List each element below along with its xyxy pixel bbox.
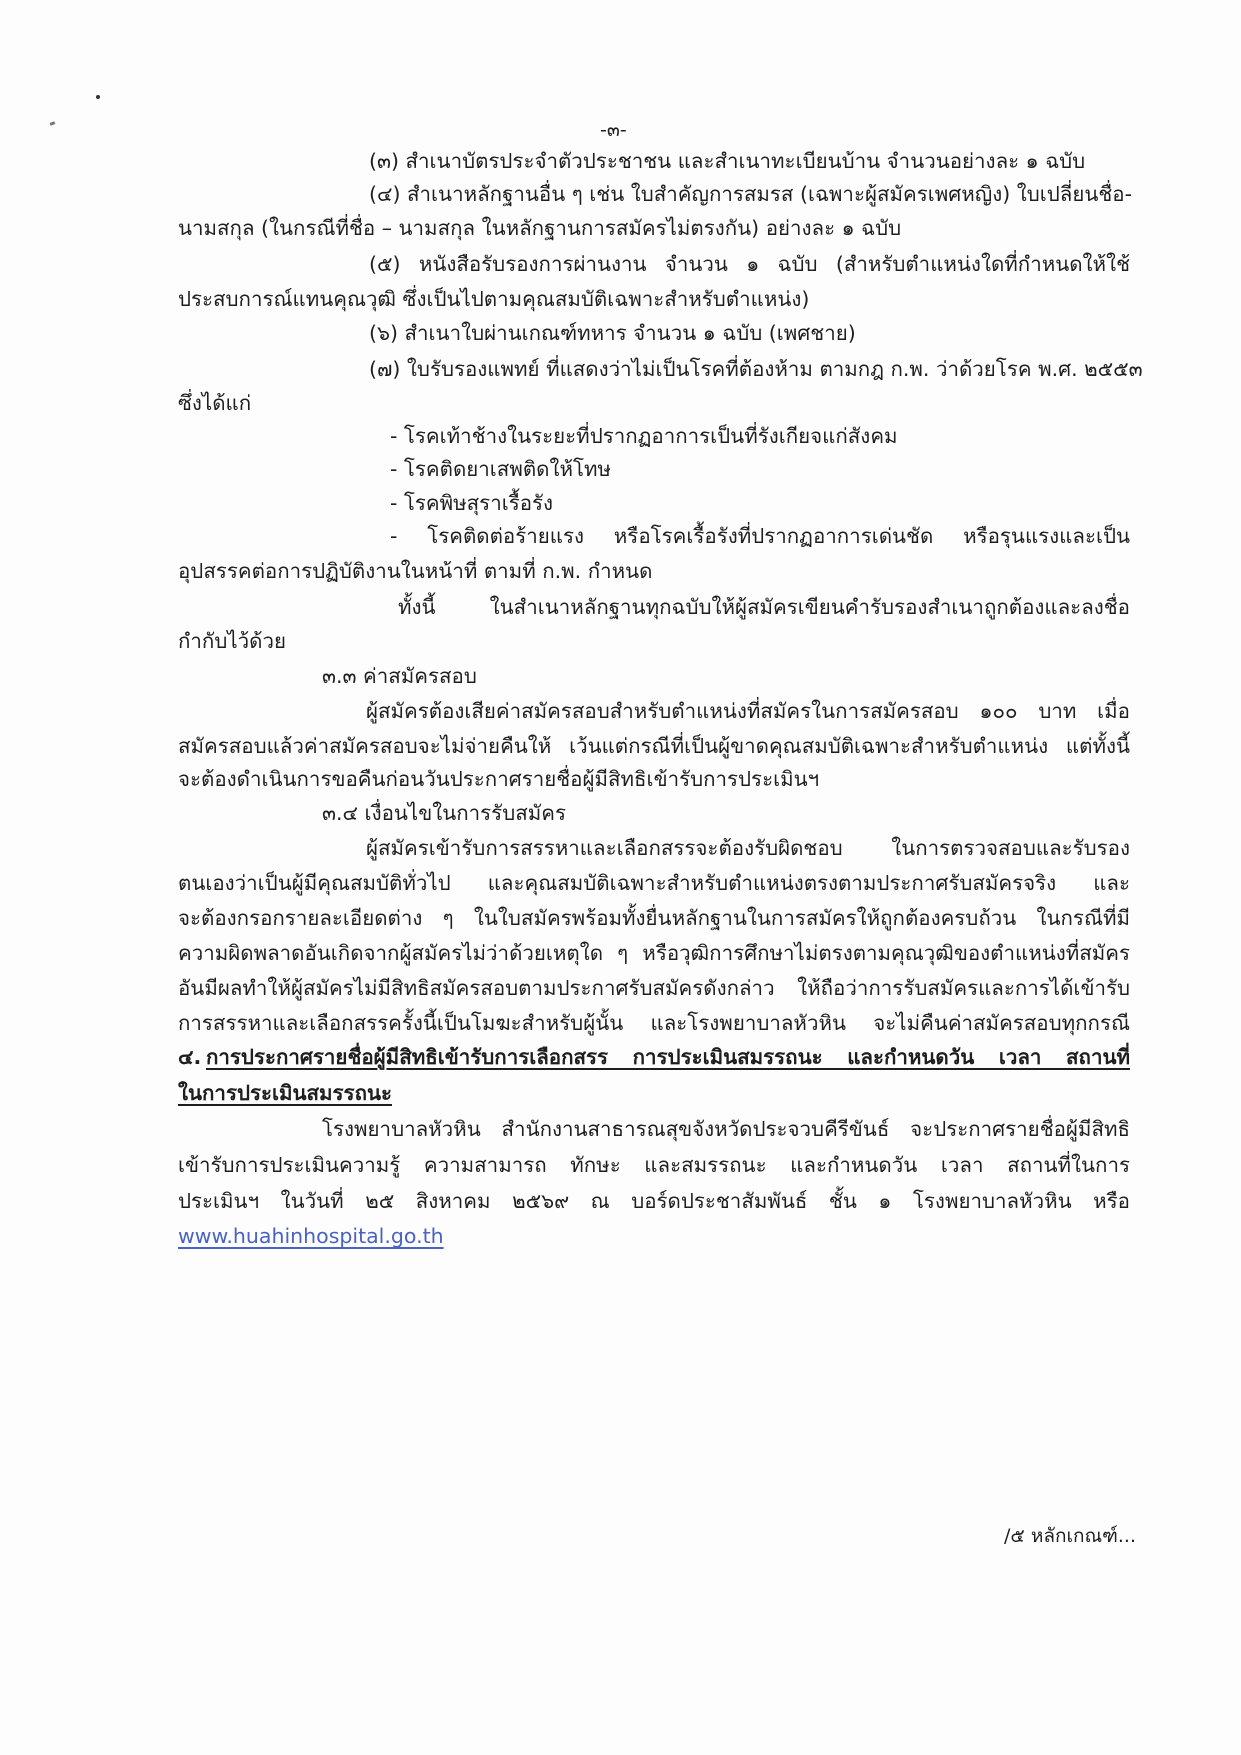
- text-line: (๗) ใบรับรองแพทย์ ที่แสดงว่าไม่เป็นโรคที่ต้องห้าม ตามกฎ ก.พ. ว่าด้วยโรค พ.ศ. ๒๕๕๓: [369, 357, 1143, 381]
- page-number: -๓-: [600, 119, 627, 141]
- text-line: ตนเองว่าเป็นผู้มีคุณสมบัติทั่วไป และคุณสมบัติเฉพาะสำหรับตำแหน่งตรงตามประกาศรับสมัครจริง และ: [178, 871, 1130, 895]
- text-line: อุปสรรคต่อการปฏิบัติงานในหน้าที่ ตามที่ ก.พ. กำหนด: [178, 559, 653, 583]
- hospital-website-link[interactable]: www.huahinhospital.go.th: [178, 1224, 444, 1248]
- list-item: - โรคเท้าช้างในระยะที่ปรากฏอาการเป็นที่รังเกียจแก่สังคม: [390, 424, 898, 448]
- text-line: อันมีผลทำให้ผู้สมัครไม่มีสิทธิสมัครสอบตามประกาศรับสมัครดังกล่าว ให้ถือว่าการรับสมัครและการได้เข้ารับ: [178, 976, 1130, 1000]
- text-line: (๔) สำเนาหลักฐานอื่น ๆ เช่น ใบสำคัญการสมรส (เฉพาะผู้สมัครเพศหญิง) ใบเปลี่ยนชื่อ-: [369, 182, 1133, 206]
- text-line: ประสบการณ์แทนคุณวุฒิ ซึ่งเป็นไปตามคุณสมบัติเฉพาะสำหรับตำแหน่ง): [178, 287, 810, 311]
- scan-speck: [50, 121, 56, 126]
- list-item: - โรคพิษสุราเรื้อรัง: [390, 491, 554, 515]
- section-heading: ในการประเมินสมรรถนะ: [178, 1081, 393, 1105]
- section-heading: ๓.๓ ค่าสมัครสอบ: [322, 664, 477, 688]
- scan-speck: [96, 95, 100, 99]
- text-line: (๓) สำเนาบัตรประจำตัวประชาชน และสำเนาทะเบียนบ้าน จำนวนอย่างละ ๑ ฉบับ: [369, 149, 1086, 173]
- text-line: จะต้องกรอกรายละเอียดต่าง ๆ ในใบสมัครพร้อมทั้งยื่นหลักฐานในการสมัครให้ถูกต้องครบถ้วน ในกรณีที่มี: [178, 906, 1130, 930]
- section-heading: การประกาศรายชื่อผู้มีสิทธิเข้ารับการเลือกสรร การประเมินสมรรถนะ และกำหนดวัน เวลา สถานที่: [206, 1045, 1130, 1069]
- list-item: - โรคติดต่อร้ายแรง หรือโรคเรื้อรังที่ปรากฏอาการเด่นชัด หรือรุนแรงและเป็น: [390, 524, 1130, 548]
- text-line: นามสกุล (ในกรณีที่ชื่อ – นามสกุล ในหลักฐานการสมัครไม่ตรงกัน) อย่างละ ๑ ฉบับ: [178, 216, 902, 240]
- page-continuation: /๕ หลักเกณฑ์...: [1004, 1525, 1137, 1547]
- text-line: (๖) สำเนาใบผ่านเกณฑ์ทหาร จำนวน ๑ ฉบับ (เพศชาย): [369, 321, 856, 345]
- text-line: ความผิดพลาดอันเกิดจากผู้สมัครไม่ว่าด้วยเหตุใด ๆ หรือวุฒิการศึกษาไม่ตรงตามคุณวุฒิของตำแหน่งที่สมัคร: [178, 941, 1130, 965]
- text-line: จะต้องดำเนินการขอคืนก่อนวันประกาศรายชื่อผู้มีสิทธิเข้ารับการประเมินฯ: [178, 767, 820, 791]
- text-line: (๕) หนังสือรับรองการผ่านงาน จำนวน ๑ ฉบับ (สำหรับตำแหน่งใดที่กำหนดให้ใช้: [369, 252, 1130, 276]
- text-line: ทั้งนี้ ในสำเนาหลักฐานทุกฉบับให้ผู้สมัครเขียนคำรับรองสำเนาถูกต้องและลงชื่อ: [398, 595, 1130, 619]
- section-heading: ๓.๔ เงื่อนไขในการรับสมัคร: [322, 801, 566, 825]
- text-line: การสรรหาและเลือกสรรครั้งนี้เป็นโมฆะสำหรับผู้นั้น และโรงพยาบาลหัวหิน จะไม่คืนค่าสมัครสอบทุกกรณี: [178, 1011, 1130, 1035]
- text-line: โรงพยาบาลหัวหิน สำนักงานสาธารณสุขจังหวัดประจวบคีรีขันธ์ จะประกาศรายชื่อผู้มีสิทธิ: [322, 1117, 1130, 1141]
- section-number: ๔.: [178, 1045, 202, 1069]
- text-line: สมัครสอบแล้วค่าสมัครสอบจะไม่จ่ายคืนให้ เว้นแต่กรณีที่เป็นผู้ขาดคุณสมบัติเฉพาะสำหรับตำแหน่ง แต่ทั้งนี้: [178, 734, 1130, 758]
- text-line: ซึ่งได้แก่: [178, 391, 252, 415]
- list-item: - โรคติดยาเสพติดให้โทษ: [390, 457, 612, 481]
- text-line: ผู้สมัครเข้ารับการสรรหาและเลือกสรรจะต้องรับผิดชอบ ในการตรวจสอบและรับรอง: [366, 836, 1130, 860]
- text-line: ผู้สมัครต้องเสียค่าสมัครสอบสำหรับตำแหน่งที่สมัครในการสมัครสอบ ๑๐๐ บาท เมื่อ: [366, 699, 1130, 723]
- text-line: เข้ารับการประเมินความรู้ ความสามารถ ทักษะ และสมรรถนะ และกำหนดวัน เวลา สถานที่ในการ: [178, 1153, 1130, 1177]
- text-line: ประเมินฯ ในวันที่ ๒๕ สิงหาคม ๒๕๖๙ ณ บอร์ดประชาสัมพันธ์ ชั้น ๑ โรงพยาบาลหัวหิน หรือ: [178, 1189, 1130, 1213]
- text-line: กำกับไว้ด้วย: [178, 629, 287, 653]
